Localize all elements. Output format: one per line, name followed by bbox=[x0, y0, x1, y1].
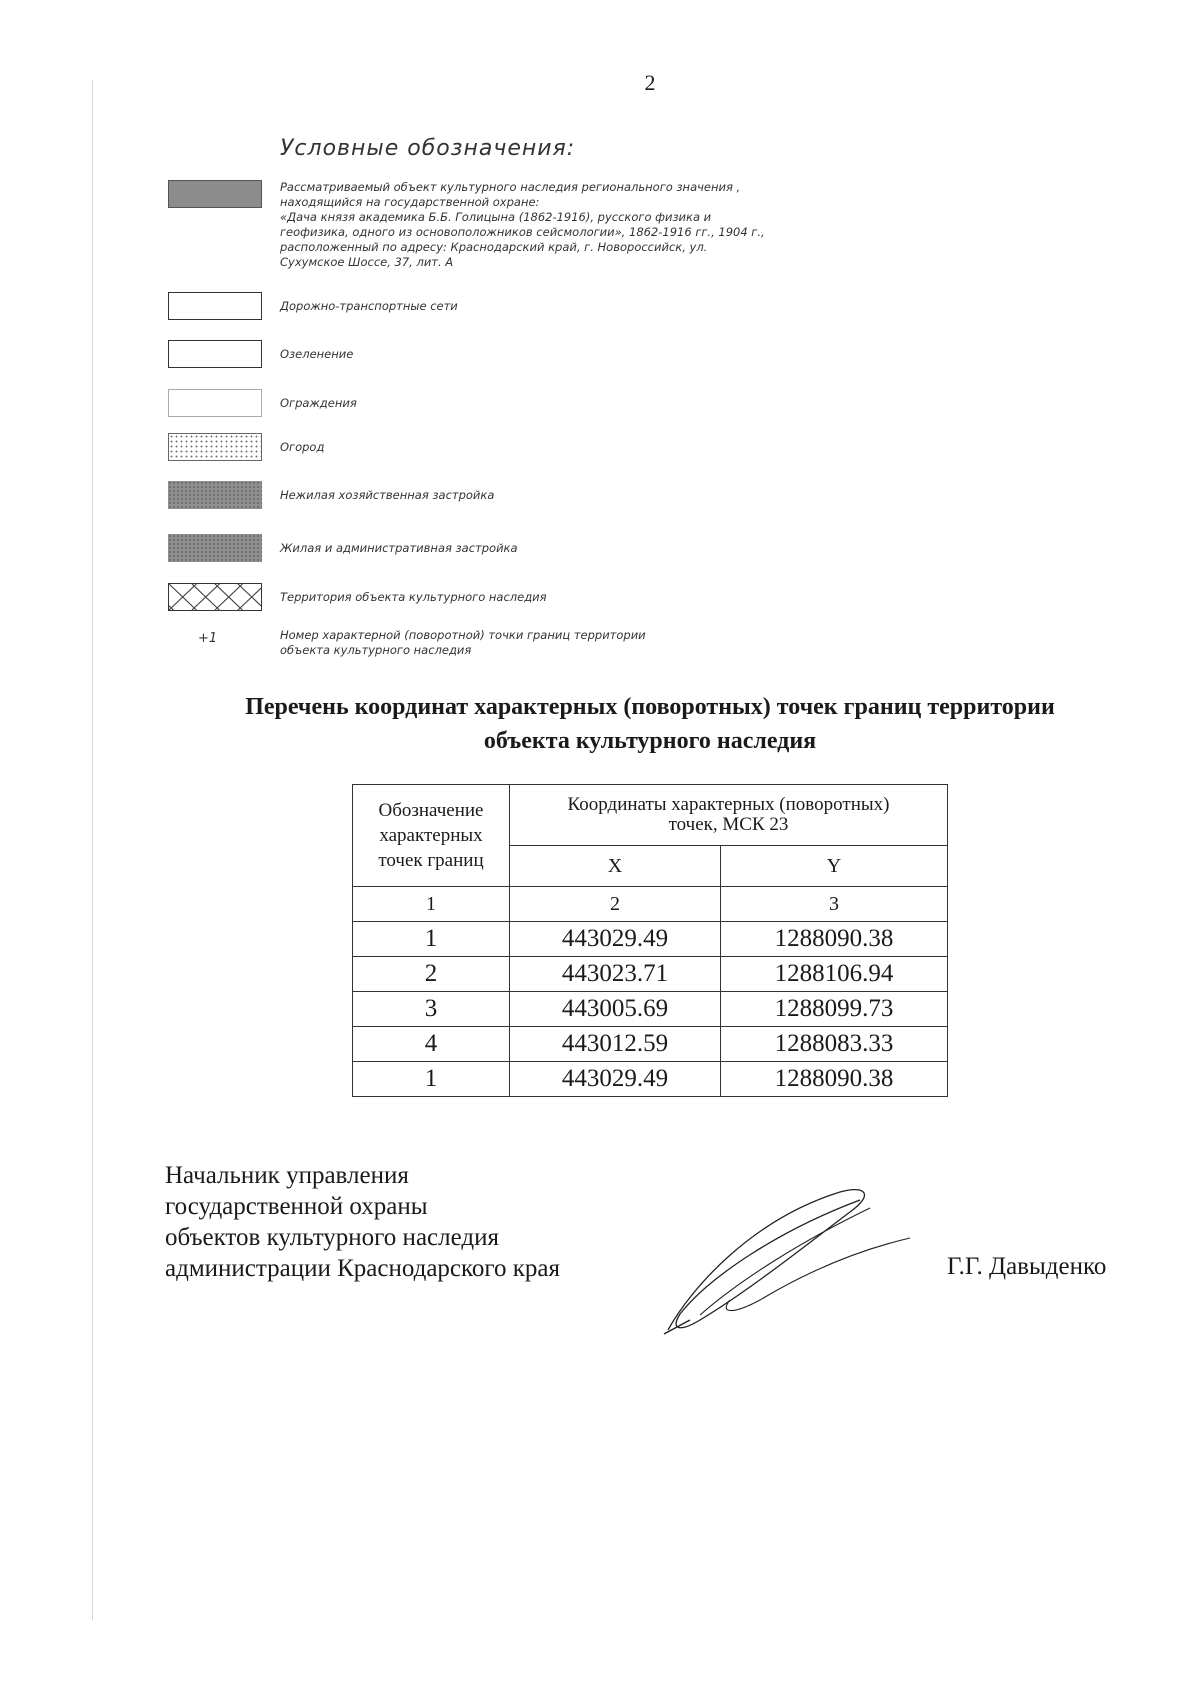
header-line: Обозначение bbox=[378, 800, 484, 821]
legend-swatch-mottled bbox=[168, 481, 262, 509]
header-y: Y bbox=[721, 846, 948, 887]
table-column-numbers-row bbox=[353, 887, 948, 922]
legend-text: Дорожно-транспортные сети bbox=[280, 299, 458, 313]
legend-swatch-mottled bbox=[168, 534, 262, 562]
cell-y: 1288090.38 bbox=[721, 1062, 948, 1097]
signer-name: Г.Г. Давыденко bbox=[947, 1253, 1107, 1280]
column-number: 1 bbox=[353, 887, 510, 922]
cell-x: 443023.71 bbox=[510, 957, 721, 992]
coordinates-heading bbox=[150, 690, 1150, 758]
heading-line: объекта культурного наследия bbox=[483, 728, 817, 754]
legend-text: Жилая и административная застройка bbox=[280, 541, 518, 555]
cell-x: 443029.49 bbox=[510, 1062, 721, 1097]
cell-y: 1288083.33 bbox=[721, 1027, 948, 1062]
legend-swatch-dark bbox=[168, 180, 262, 208]
cell-y: 1288099.73 bbox=[721, 992, 948, 1027]
legend-swatch-thin bbox=[168, 389, 262, 417]
heading-line: Перечень координат характерных (поворотных) точек границ территории bbox=[245, 694, 1055, 720]
legend-text: Нежилая хозяйственная застройка bbox=[280, 488, 495, 502]
table-row bbox=[353, 1027, 948, 1062]
legend-line: Рассматриваемый объект культурного наследия регионального значения , bbox=[280, 180, 741, 194]
legend-text: Ограждения bbox=[280, 396, 357, 410]
table-header-row bbox=[353, 785, 948, 846]
legend-text bbox=[280, 180, 820, 270]
header-x: X bbox=[510, 846, 721, 887]
cell-point: 1 bbox=[353, 922, 510, 957]
legend-line: «Дача князя академика Б.Б. Голицына (1862-1916), русского физика и bbox=[280, 210, 712, 224]
header-coordinates bbox=[510, 785, 948, 846]
handwritten-signature bbox=[660, 1180, 920, 1340]
cell-point: 3 bbox=[353, 992, 510, 1027]
coordinates-table bbox=[352, 784, 948, 1097]
legend-title: Условные обозначения: bbox=[280, 136, 576, 161]
legend-line: объекта культурного наследия bbox=[280, 643, 472, 657]
legend-swatch-dotted bbox=[168, 433, 262, 461]
legend-swatch-white bbox=[168, 292, 262, 320]
position-line: Начальник управления bbox=[165, 1162, 409, 1189]
legend-text: Озеленение bbox=[280, 347, 354, 361]
table-row bbox=[353, 922, 948, 957]
table-row bbox=[353, 992, 948, 1027]
legend-swatch-hatch bbox=[168, 583, 262, 611]
position-line: администрации Краснодарского края bbox=[165, 1255, 561, 1282]
header-line: точек границ bbox=[378, 850, 484, 871]
page-number: 2 bbox=[644, 70, 656, 95]
position-line: государственной охраны bbox=[165, 1193, 428, 1220]
column-number: 3 bbox=[721, 887, 948, 922]
legend-line: Сухумское Шоссе, 37, лит. А bbox=[280, 255, 454, 269]
cell-x: 443029.49 bbox=[510, 922, 721, 957]
header-line: точек, МСК 23 bbox=[668, 814, 789, 835]
legend-text bbox=[280, 628, 820, 658]
cell-x: 443012.59 bbox=[510, 1027, 721, 1062]
crosshatch-pattern-icon bbox=[169, 584, 261, 610]
position-line: объектов культурного наследия bbox=[165, 1224, 499, 1251]
header-line: Координаты характерных (поворотных) bbox=[567, 794, 890, 815]
legend-line: геофизика, одного из основоположников сейсмологии», 1862-1916 гг., 1904 г., bbox=[280, 225, 765, 239]
legend-swatch-white bbox=[168, 340, 262, 368]
cell-y: 1288090.38 bbox=[721, 922, 948, 957]
page-margin-line bbox=[92, 80, 93, 1620]
column-number: 2 bbox=[510, 887, 721, 922]
legend-line: Номер характерной (поворотной) точки границ территории bbox=[280, 628, 646, 642]
legend-text: Территория объекта культурного наследия bbox=[280, 590, 547, 604]
cell-point: 2 bbox=[353, 957, 510, 992]
cell-point: 4 bbox=[353, 1027, 510, 1062]
table-row bbox=[353, 957, 948, 992]
cell-point: 1 bbox=[353, 1062, 510, 1097]
legend-line: находящийся на государственной охране: bbox=[280, 195, 540, 209]
cell-x: 443005.69 bbox=[510, 992, 721, 1027]
legend-text: Огород bbox=[280, 440, 325, 454]
header-line: характерных bbox=[379, 825, 483, 846]
point-number-marker: +1 bbox=[198, 631, 218, 646]
table-row bbox=[353, 1062, 948, 1097]
signatory-position bbox=[165, 1160, 560, 1284]
cell-y: 1288106.94 bbox=[721, 957, 948, 992]
header-designation bbox=[353, 785, 510, 887]
legend-line: расположенный по адресу: Краснодарский край, г. Новороссийск, ул. bbox=[280, 240, 708, 254]
